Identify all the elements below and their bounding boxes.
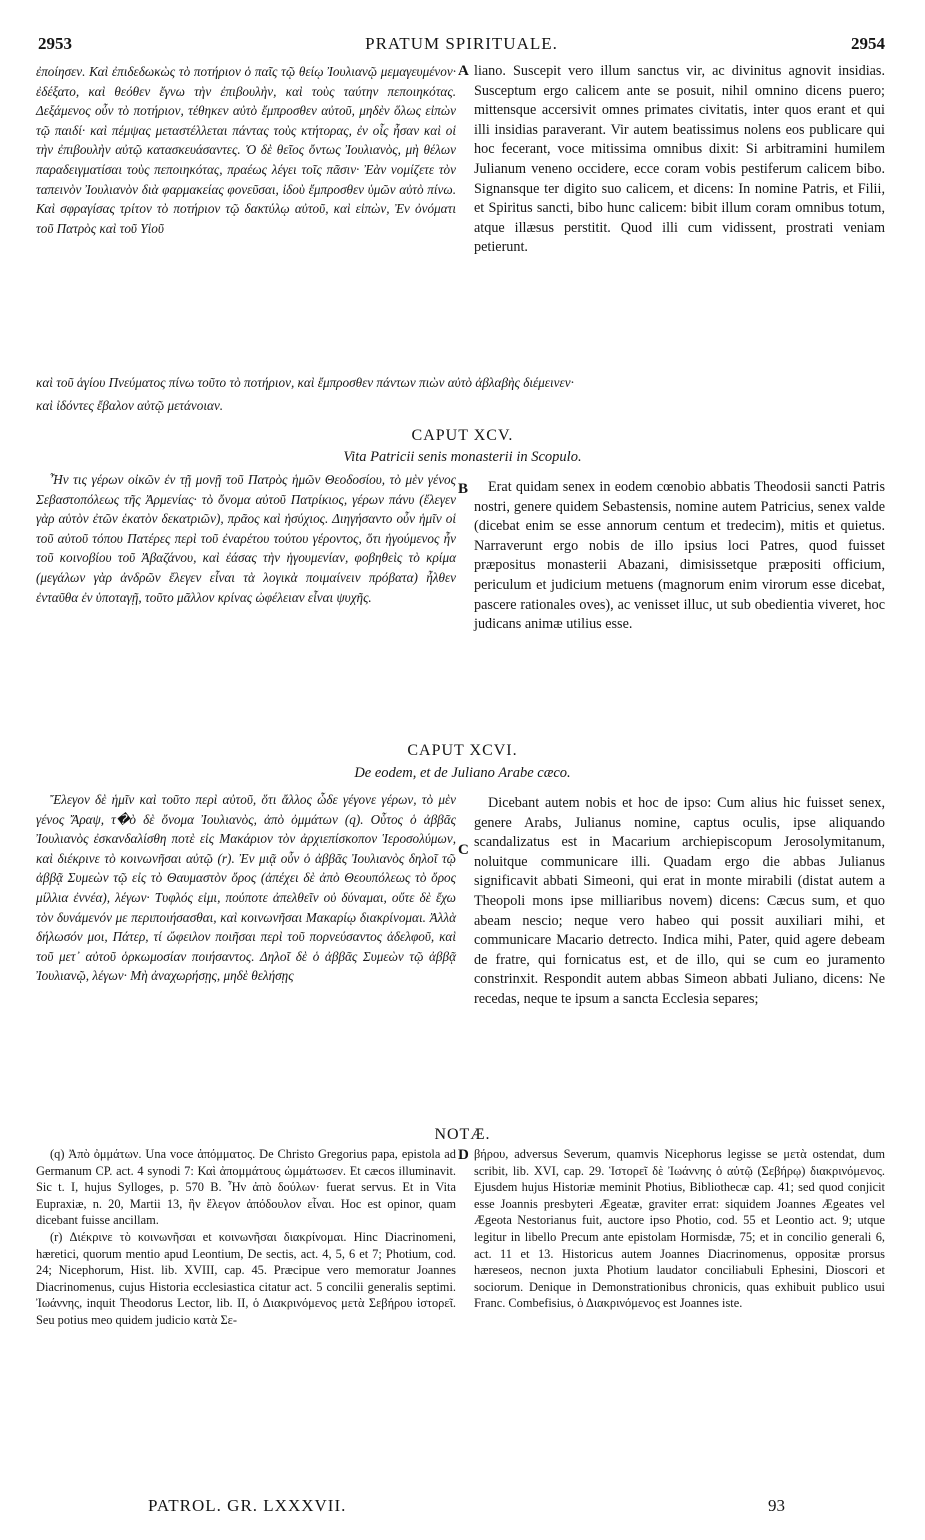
greek-full-width-line-2: καὶ ἰδόντες ἔβαλον αὐτῷ μετάνοιαν.	[36, 398, 224, 413]
note-q: (q) Ἀπὸ ὀμμάτων. Una voce ἀπόμματος. De Christo Gregorius papa, epistola ad Germanum CP. act. 4 synodi 7: Καὶ ἀπομμάτους ὠμμάτωσεν. Et cæcos illuminavit. Sic t. I, hujus Sylloges, p. 570 B. Ἦν ἀπὸ δούλων· fuerat servus. Et in Vita Eupraxiæ, n. 20, Martii 13, ἣν ἔλεγον ἀπόδουλον εἶναι. Hoc est opinor, quam dicebant fuisse ancillam.	[36, 1147, 456, 1228]
chapter-96-heading: CAPUT XCVI.	[407, 742, 518, 759]
left-page-number: 2953	[38, 34, 72, 53]
chapter-96-subtitle: De eodem, et de Juliano Arabe cæco.	[354, 765, 571, 781]
notes-heading: NOTÆ.	[434, 1126, 491, 1143]
greek-text: Ἔλεγον δὲ ἡμῖν καὶ τοῦτο περὶ αὐτοῦ, ὅτι ἄλλος ὧδε γέγονε γέρων, τὸ μὲν γένος Ἄραψ, τ�ὸ δὲ ὄνομα Ἰουλιανὸς, ἀπὸ ὀμμάτων (q). Οὗτος ὁ ἀββᾶς Ἰουλιανὸς ἐσκανδαλίσθη ποτὲ εἰς Μακάριον τὸν ἀρχιεπίσκοπον Ἱεροσολύμων, καὶ διέκρινε τὸ κοινωνῆσαι αὐτῷ (r). Ἐν μιᾷ οὖν ὁ ἀββᾶς Ἰουλιανὸς δηλοῖ τῷ ἀββᾷ Συμεὼν τῷ εἰς τὸ Θαυμαστὸν ὄρος (ἀπέχει δὲ ἀπὸ Θεουπόλεως τὸ ὄρος μίλλια ἐννέα), λέγων· Τυφλός εἰμι, πούποτε ἀπελθεῖν οὐ δύναμαι, οὔτε δὲ ἔχω τὸν δυνάμενόν με περιποιήσασθαι, καὶ κοινωνῆσαι Μακαρίῳ διακρίνομαι. Ἀλλὰ δήλωσόν μοι, Πάτερ, τί ὤφειλον ποιῆσαι περὶ τοῦ πορνεύσαντος ἀδελφοῦ, καὶ τοῦ μετ᾽ αὐτοῦ ὁρκωμοσίαν ποιήσαντος. Δηλοῖ δὲ ὁ ἀββᾶς Συμεὼν τῷ ἀββᾷ Ἰουλιανῷ, λέγων· Μὴ ἀναχωρήσῃς, μηδὲ θελήσῃς	[36, 792, 456, 984]
running-header	[38, 34, 885, 58]
notes-left-column	[36, 1146, 456, 1488]
note-r: (r) Διέκρινε τὸ κοινωνῆσαι et κοινωνῆσαι διακρίνομαι. Hinc Diacrinomeni, hæretici, quorum mentio apud Leontium, De sectis, act. 4, 5, 6 et 7; Photium, cod. 24; Nicephorum, Hist. lib. XVIII, cap. 45. Præcipue vero memoratur Joannes Diacrinomenus, cujus Historia ecclesiastica citatur act. 5 concilii generalis septimi. Ἰωάννης, inquit Theodorus Lector, lib. II, ὁ Διακρινόμενος μετὰ Σεβήρου ἱστορεῖ. Seu potius meo quidem judicio κατὰ Σε-	[36, 1229, 456, 1327]
latin-text: liano. Suscepit vero illum sanctus vir, ac divinitus agnovit insidias. Susceptum ergo calicem ante se posuit, nihil omnino dicens puero; mittensque accersivit omnes primates civitatis, inter quos erant et qui illi insidias paraverant. Vir autem beatissimus nolens eos publicare qui hoc fecerant, voce mitissima omnibus dixit: Si arbitramini humilem Julianum veneno occidere, ecce coram vobis pestiferum calicem bibo. Signansque ter digito suo calicem, et dicens: In nomine Patris, et Filii, et Spiritus sancti, bibo hunc calicem: bibit illum coram omnibus totum, atque illæsus perstitit. Quod illi cum vidissent, prostrati veniam petierunt.	[474, 63, 885, 256]
latin-column-continuation	[474, 62, 885, 362]
chapter-95-heading: CAPUT XCV.	[411, 427, 514, 444]
chapter-95-greek-column	[36, 470, 456, 730]
margin-marker-d: D	[458, 1147, 469, 1163]
sheet-number: 93	[768, 1496, 785, 1515]
page-footer	[0, 1496, 925, 1520]
greek-column-continuation	[36, 62, 456, 362]
chapter-95-latin-column	[474, 478, 885, 738]
margin-marker-a: A	[458, 63, 469, 79]
notes-right-column	[474, 1146, 885, 1488]
margin-marker-b: B	[458, 481, 469, 497]
greek-text: Ἦν τις γέρων οἰκῶν ἐν τῇ μονῇ τοῦ Πατρὸς ἡμῶν Θεοδοσίου, τὸ μὲν γένος Σεβαστοπόλεως τῆς Ἀρμενίας· τὸ ὄνομα αὐτοῦ Πατρίκιος, γέρων πάνυ (ἔλεγεν γὰρ αὑτὸν ἐτῶν ἑκατὸν δεκατριῶν), πρᾶος καὶ ἡσύχιος. Διηγήσαντο οὖν ἡμῖν οἱ τοῦ αὐτοῦ τόπου Πατέρες περὶ τοῦ ἐναρέτου τούτου γέροντος, ὅτι ἡγούμενος ἦν τοῦ κοινοβίου τοῦ Ἀβαζάνου, καὶ ἐάσας τὴν ἡγουμενίαν, φοβηθεὶς τὸ κρίμα (μεγάλων γὰρ ἀνδρῶν ἔλεγεν εἶναι τὰ λογικὰ ποιμαίνειν πρόβατα) ἦλθεν ἐνταῦθα ἐν ὑποταγῇ, τοῦτο μᾶλλον κρίνας ὠφέλειαν εἶναι ψυχῆς.	[36, 472, 456, 605]
note-r-continuation: βήρου, adversus Severum, quamvis Nicephorus legisse se μετὰ ostendat, dum scribit, lib. XVI, cap. 29. Ἱστορεῖ δὲ Ἰωάννης ὁ αὐτῷ (Σεβήρῳ) διακρινόμενος. Ejusdem hujus Historiæ meminit Photius, Bibliothecæ cap. 41; sed quod conjicit esse Joannis presbyteri Ægeatæ, graviter errat: siquidem Joannes Ægeates vel Ægeota Nestorianus fuit, auctore ipso Photio, cod. 55 et Leontio act. 9; utque legitur in libello Precum ante epistolam Hormisdæ, 75; et in concilio generali 6, act. 11 et 13. Historicus autem Joannes Diacrinomenus, oppositæ prorsus hæreseos, necnon juxta Photium laudator conciliabuli Ephesini, Dioscori et sociorum. Denique in Demonstrationibus chronicis, quas exhibuit publico usui Franc. Combefisius, ὁ Διακρινόμενος est Joannes iste.	[474, 1147, 885, 1311]
running-title: PRATUM SPIRITUALE.	[365, 34, 558, 53]
latin-text: Erat quidam senex in eodem cœnobio abbatis Theodosii sancti Patris nostri, genere quidem Sebastensis, nomine autem Patricius, senex valde (dicebat enim se esse annorum centum et tredecim), mitis et quietus. Narraverunt ergo nobis de illo ipsius loci Patres, quod fuisset præpositus monasterii Abazani, dimisissetque præpositi officium, periculum et judicium metuens (magnorum enim virorum esse dicebat, pascere rationales oves), ac venisset illuc, ut sub obedientia viveret, hoc judicans animæ utilius esse.	[474, 479, 885, 633]
greek-full-width-line-1: καὶ τοῦ ἁγίου Πνεύματος πίνω τοῦτο τὸ ποτήριον, καὶ ἔμπροσθεν πάντων πιὼν αὐτὸ ἀβλαβὴς διέμεινεν·	[36, 375, 574, 390]
latin-text: Dicebant autem nobis et hoc de ipso: Cum alius hic fuisset senex, genere Arabs, Julianus nomine, captus oculis, ipse aliquando scandalizatus est in Macarium archiepiscopum Jerosolymitanum, noluitque communicare illi. Quadam ergo die abbas Julianus significavit abbati Simeoni, qui erat in monte mirabili (distat autem a Theopoli mons ipse milliaribus novem) dicens: Cæcus sum, et quo abeam nescio; neque vero habeo qui possit auxiliari mihi, et communicare Macario detrecto. Indica mihi, Pater, quid agere debeam de fratre, qui fornicatus est, et de illo, qui se cum eo juramento constrinxit. Respondit autem abbas Simeon abbati Juliano, dicens: Ne recedas, neque te ipsum a sancta Ecclesia separes;	[474, 795, 885, 1007]
chapter-96-greek-column	[36, 790, 456, 1130]
chapter-96-latin-column	[474, 794, 885, 1134]
margin-marker-c: C	[458, 842, 469, 858]
greek-text: ἐποίησεν. Καὶ ἐπιδεδωκὼς τὸ ποτήριον ὁ παῖς τῷ θείῳ Ἰουλιανῷ μεμαγευμένον· ἐδέξατο, καὶ θεόθεν ἔγνω τὴν ἐπιβουλὴν, καὶ τοὺς ταύτην πεποιηκότας. Δεξάμενος οὖν τὸ ποτήριον, τέθηκεν αὐτὸ ἔμπροσθεν αὐτοῦ, μηδὲν ὅλως εἰπὼν τῷ παιδί· καὶ πέμψας μεταστέλλεται πάντας τοὺς κτήτορας, ἐν οἷς ἦσαν καὶ οἱ τὴν ἐπιβουλὴν αὐτῷ κατασκευάσαντες. Ὁ δὲ θεῖος ὄντως Ἰουλιανὸς, μὴ θέλων παραδειγματίσαι τοὺς πεποιηκότας, πραέως λέγει τοῖς πᾶσιν· Ἐὰν νομίζετε τὸν ταπεινὸν Ἰουλιανὸν διὰ φαρμακείας φονεῦσαι, ἰδοὺ ἔμπροσθεν ὑμῶν αὐτὸ πίνω. Καὶ σφραγίσας τρίτον τὸ ποτήριον τῷ δακτύλῳ αὐτοῦ, καὶ εἰπὼν, Ἐν ὀνόματι τοῦ Πατρὸς καὶ τοῦ Υἱοῦ	[36, 64, 456, 236]
right-page-number: 2954	[851, 34, 885, 53]
chapter-95-subtitle: Vita Patricii senis monasterii in Scopulo.	[343, 449, 582, 465]
volume-signature: PATROL. GR. LXXXVII.	[148, 1496, 347, 1515]
